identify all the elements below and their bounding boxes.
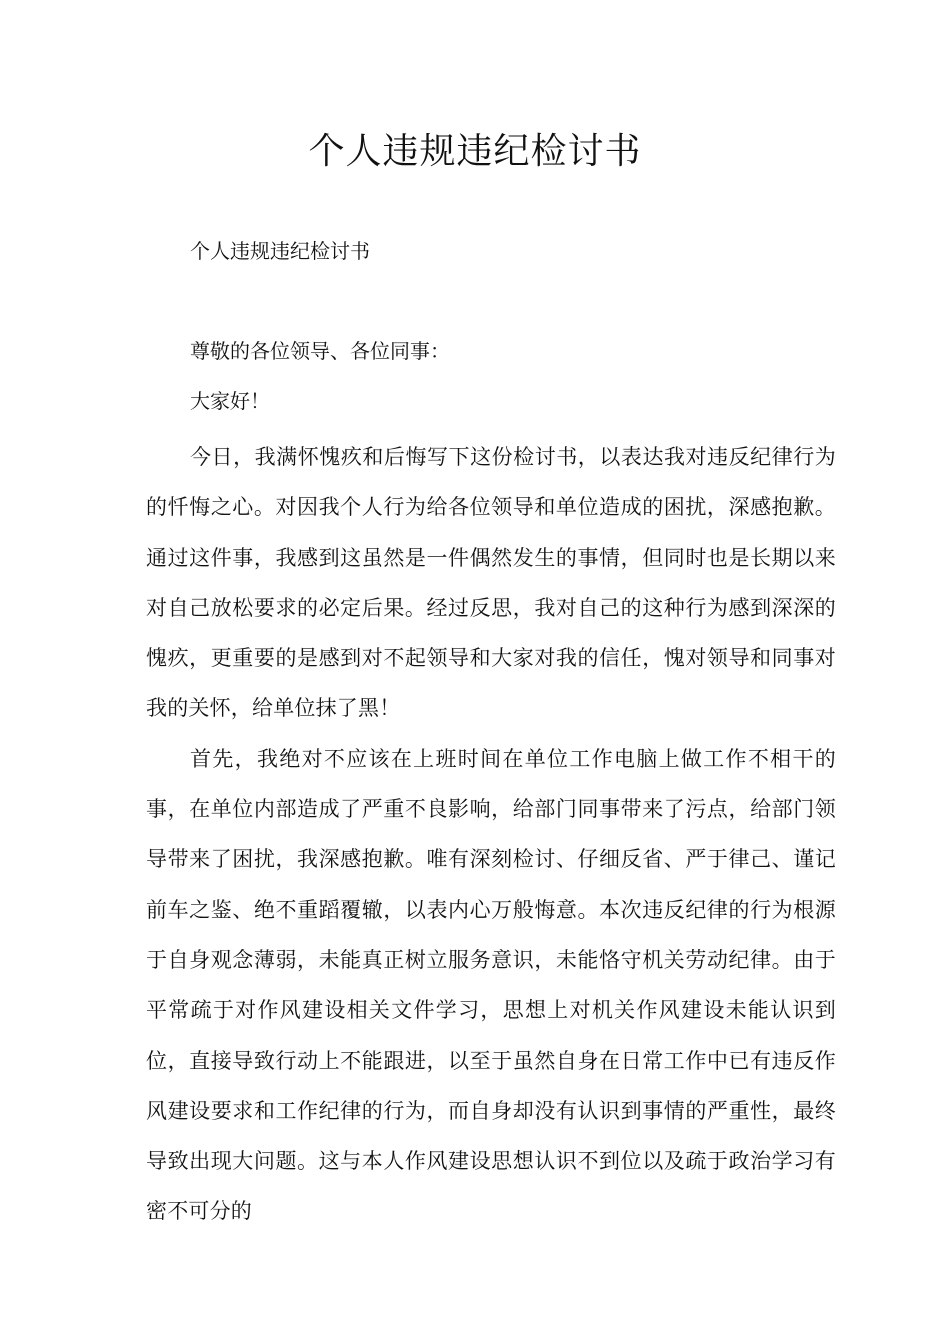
greeting: 大家好！ (190, 389, 270, 413)
document-subtitle: 个人违规违纪检讨书 (190, 239, 370, 263)
salutation: 尊敬的各位领导、各位同事： (190, 339, 450, 363)
paragraph-2: 首先，我绝对不应该在上班时间在单位工作电脑上做工作不相干的事，在单位内部造成了严重不良影响，给部门同事带来了污点，给部门领导带来了困扰，我深感抱歉。唯有深刻检讨、仔细反省、严于律己、谨记前车之鉴、绝不重蹈覆辙，以表内心万般悔意。本次违反纪律的行为根源于自身观念薄弱，未能真正树立服务意识，未能恪守机关劳动纪律。由于平常疏于对作风建设相关文件学习，思想上对机关作风建设未能认识到位，直接导致行动上不能跟进，以至于虽然自身在日常工作中已有违反作风建设要求和工作纪律的行为，而自身却没有认识到事情的严重性，最终导致出现大问题。这与本人作风建设思想认识不到位以及疏于政治学习有密不可分的 (146, 746, 836, 1224)
paragraph-1: 今日，我满怀愧疚和后悔写下这份检讨书，以表达我对违反纪律行为的忏悔之心。对因我个人行为给各位领导和单位造成的困扰，深感抱歉。通过这件事，我感到这虽然是一件偶然发生的事情，但同时也是长期以来对自己放松要求的必定后果。经过反思，我对自己的这种行为感到深深的愧疚，更重要的是感到对不起领导和大家对我的信任，愧对领导和同事对我的关怀，给单位抹了黑！ (146, 445, 836, 721)
document-body (146, 432, 836, 1237)
document-title: 个人违规违纪检讨书 (308, 131, 642, 172)
